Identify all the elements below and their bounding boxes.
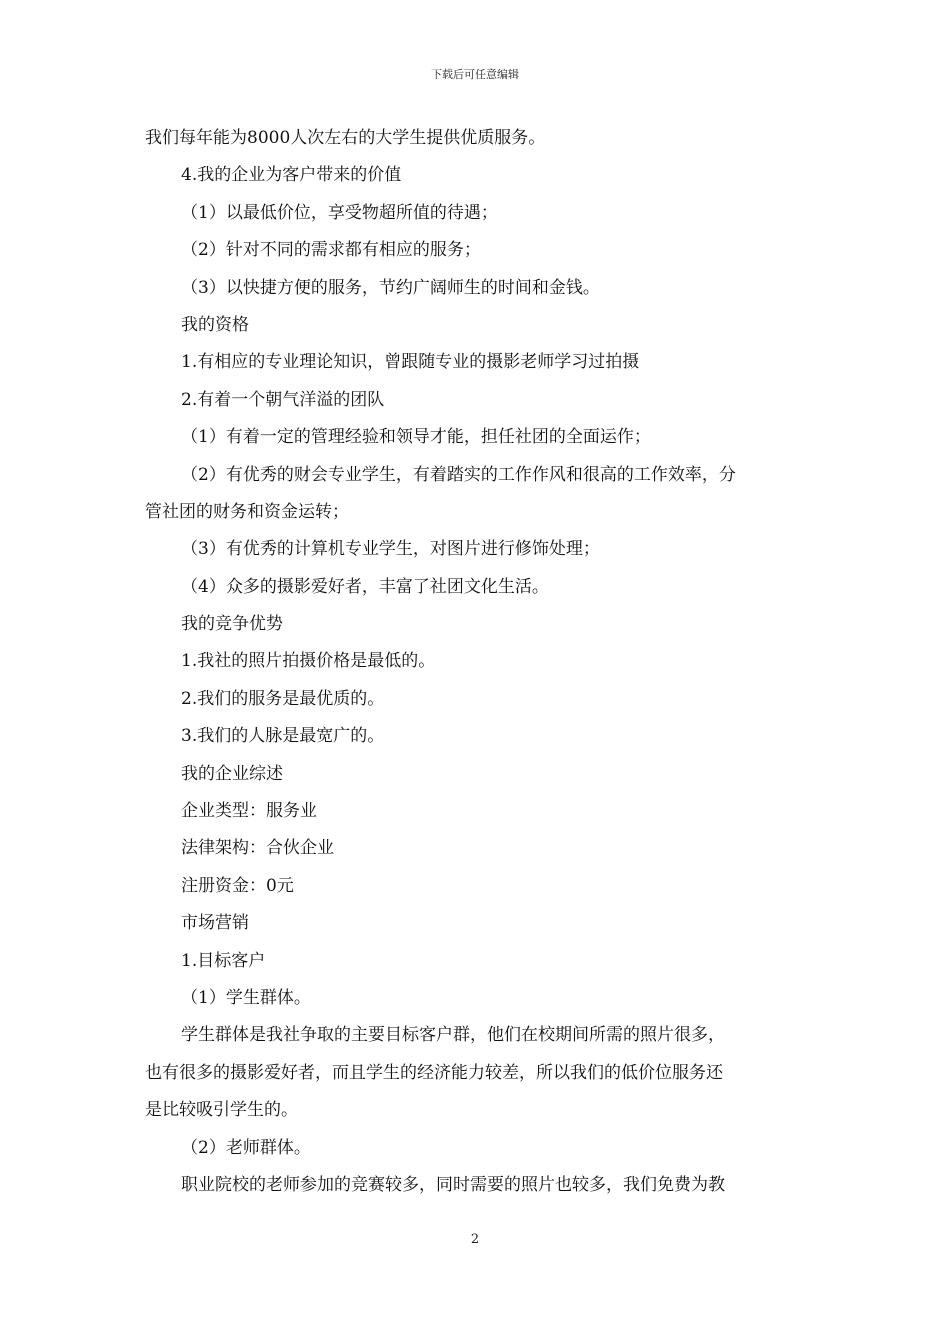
- text-line: 企业类型：服务业: [181, 801, 317, 822]
- page-header: 下载后可任意编辑: [431, 68, 519, 81]
- text-line: 2.我们的服务是最优质的。: [181, 688, 385, 709]
- text-line: 4.我的企业为客户带来的价值: [181, 165, 402, 186]
- text-line: 1.有相应的专业理论知识，曾跟随专业的摄影老师学习过拍摄: [181, 352, 640, 373]
- text-line: 职业院校的老师参加的竞赛较多，同时需要的照片也较多，我们免费为教: [181, 1174, 725, 1195]
- text-line: 也有很多的摄影爱好者，而且学生的经济能力较差，所以我们的低价位服务还: [145, 1062, 723, 1083]
- text-line: 3.我们的人脉是最宽广的。: [181, 726, 385, 747]
- text-line: 法律架构：合伙企业: [181, 838, 334, 859]
- text-line: 我的企业综述: [181, 763, 283, 784]
- text-line: 学生群体是我社争取的主要目标客户群，他们在校期间所需的照片很多，: [181, 1025, 725, 1046]
- text-line: （2）针对不同的需求都有相应的服务；: [181, 240, 481, 261]
- text-line: （3）以快捷方便的服务，节约广阔师生的时间和金钱。: [181, 277, 600, 298]
- text-line: 我们每年能为8000人次左右的大学生提供优质服务。: [145, 128, 546, 148]
- document-body: [145, 120, 810, 1204]
- text-line: 我的资格: [181, 314, 249, 335]
- text-line: （1）学生群体。: [181, 987, 311, 1008]
- text-line: 注册资金：0元: [181, 875, 294, 896]
- text-line: 2.有着一个朝气洋溢的团队: [181, 389, 385, 410]
- text-line: 我的竞争优势: [181, 614, 283, 635]
- text-line: 1.目标客户: [181, 950, 266, 971]
- text-line: （3）有优秀的计算机专业学生，对图片进行修饰处理；: [181, 539, 600, 560]
- text-line: 1.我社的照片拍摄价格是最低的。: [181, 651, 436, 672]
- text-line: 是比较吸引学生的。: [145, 1100, 298, 1121]
- text-line: 市场营销: [181, 913, 249, 934]
- text-line: （1）以最低价位，享受物超所值的待遇；: [181, 202, 498, 223]
- text-line: 管社团的财务和资金运转；: [145, 501, 349, 522]
- text-line: （2）有优秀的财会专业学生，有着踏实的工作作风和很高的工作效率，分: [181, 464, 736, 485]
- text-line: （2）老师群体。: [181, 1137, 311, 1158]
- text-line: （4）众多的摄影爱好者，丰富了社团文化生活。: [181, 576, 549, 597]
- page-number: 2: [470, 1232, 480, 1247]
- text-line: （1）有着一定的管理经验和领导才能，担任社团的全面运作；: [181, 427, 651, 448]
